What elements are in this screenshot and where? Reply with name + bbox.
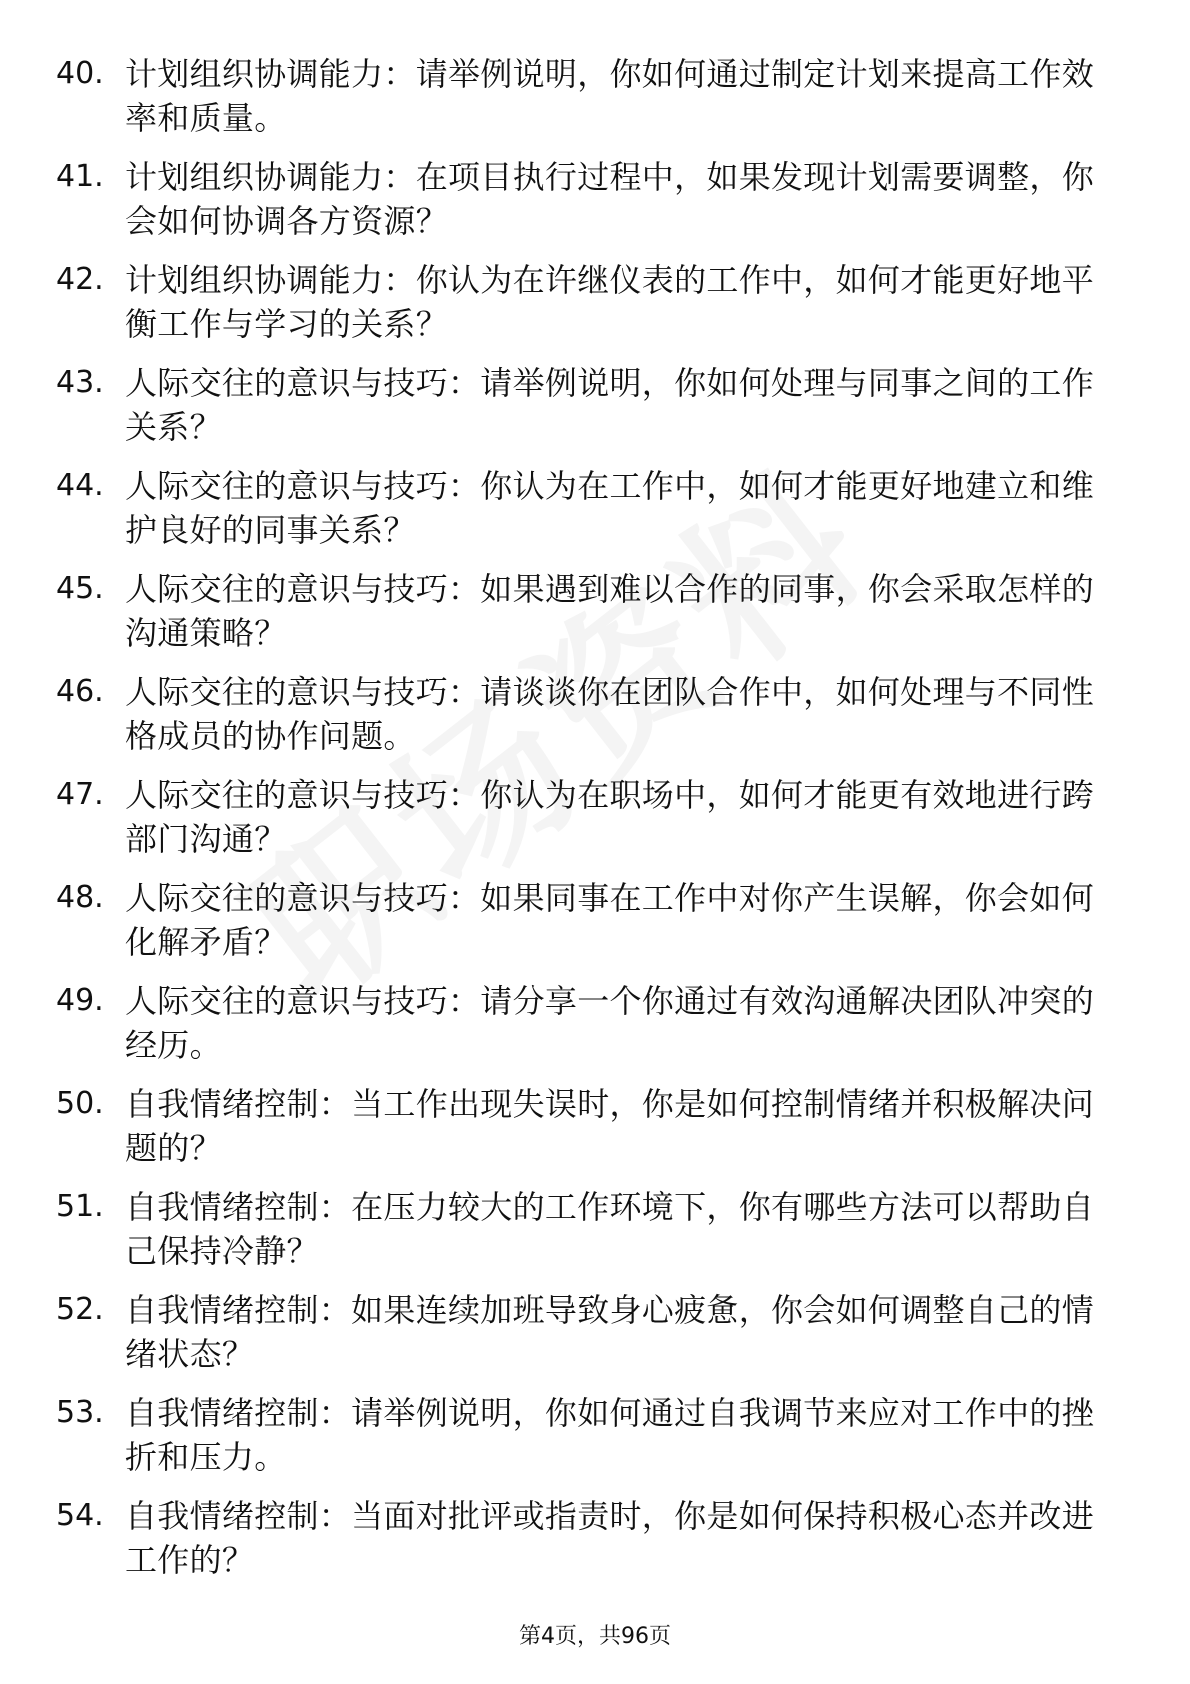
- question-text: 计划组织协调能力：你认为在许继仪表的工作中，如何才能更好地平衡工作与学习的关系？: [125, 261, 1095, 343]
- question-text: 人际交往的意识与技巧：请谈谈你在团队合作中，如何处理与不同性格成员的协作问题。: [125, 673, 1095, 755]
- question-text: 自我情绪控制：请举例说明，你如何通过自我调节来应对工作中的挫折和压力。: [125, 1394, 1095, 1476]
- question-number: 50.: [56, 1086, 104, 1121]
- question-text: 人际交往的意识与技巧：如果遇到难以合作的同事，你会采取怎样的沟通策略？: [125, 570, 1095, 652]
- list-item: [0, 258, 1190, 361]
- question-text: 自我情绪控制：当面对批评或指责时，你是如何保持积极心态并改进工作的？: [125, 1497, 1095, 1579]
- list-item: [0, 1082, 1190, 1185]
- question-number: 49.: [56, 983, 104, 1018]
- list-item: [0, 979, 1190, 1082]
- question-text: 自我情绪控制：当工作出现失误时，你是如何控制情绪并积极解决问题的？: [125, 1085, 1095, 1167]
- question-number: 42.: [56, 262, 104, 297]
- question-number: 40.: [56, 56, 104, 91]
- question-text: 人际交往的意识与技巧：请分享一个你通过有效沟通解决团队冲突的经历。: [125, 982, 1095, 1064]
- question-number: 54.: [56, 1498, 104, 1533]
- question-text: 自我情绪控制：如果连续加班导致身心疲惫，你会如何调整自己的情绪状态？: [125, 1291, 1095, 1373]
- page-number-label: 第4页，共96页: [519, 1624, 671, 1649]
- list-item: [0, 155, 1190, 258]
- question-number: 48.: [56, 880, 104, 915]
- question-text: 人际交往的意识与技巧：请举例说明，你如何处理与同事之间的工作关系？: [125, 364, 1095, 446]
- question-number: 47.: [56, 777, 104, 812]
- question-number: 43.: [56, 365, 104, 400]
- list-item: [0, 670, 1190, 773]
- question-number: 52.: [56, 1292, 104, 1327]
- question-text: 计划组织协调能力：请举例说明，你如何通过制定计划来提高工作效率和质量。: [125, 55, 1095, 137]
- list-item: [0, 1288, 1190, 1391]
- list-item: [0, 52, 1190, 155]
- question-text: 计划组织协调能力：在项目执行过程中，如果发现计划需要调整，你会如何协调各方资源？: [125, 158, 1095, 240]
- question-text: 人际交往的意识与技巧：你认为在职场中，如何才能更有效地进行跨部门沟通？: [125, 776, 1095, 858]
- question-text: 人际交往的意识与技巧：你认为在工作中，如何才能更好地建立和维护良好的同事关系？: [125, 467, 1095, 549]
- list-item: [0, 876, 1190, 979]
- list-item: [0, 361, 1190, 464]
- page-footer: [0, 1622, 1190, 1652]
- question-text: 人际交往的意识与技巧：如果同事在工作中对你产生误解，你会如何化解矛盾？: [125, 879, 1095, 961]
- question-number: 53.: [56, 1395, 104, 1430]
- list-item: [0, 1185, 1190, 1288]
- list-item: [0, 567, 1190, 670]
- question-number: 51.: [56, 1189, 104, 1224]
- list-item: [0, 1391, 1190, 1494]
- question-list: [0, 52, 1190, 1597]
- list-item: [0, 1494, 1190, 1597]
- question-number: 46.: [56, 674, 104, 709]
- list-item: [0, 464, 1190, 567]
- question-number: 41.: [56, 159, 104, 194]
- question-number: 45.: [56, 571, 104, 606]
- question-text: 自我情绪控制：在压力较大的工作环境下，你有哪些方法可以帮助自己保持冷静？: [125, 1188, 1095, 1270]
- question-number: 44.: [56, 468, 104, 503]
- list-item: [0, 773, 1190, 876]
